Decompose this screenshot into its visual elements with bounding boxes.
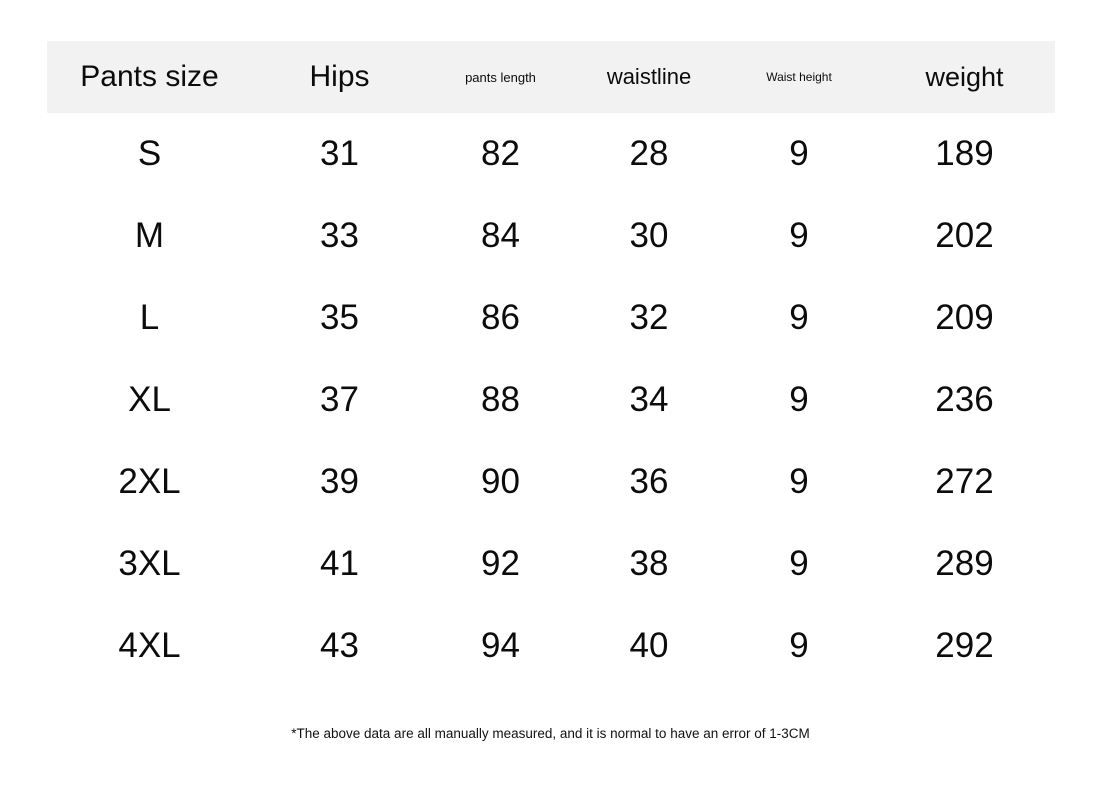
cell-waist-height: 9 [789,626,809,665]
cell-pants-length: 90 [481,462,520,501]
cell-weight: 292 [935,626,994,665]
cell-waistline: 36 [629,462,669,501]
cell-weight: 289 [935,544,994,583]
table-row [47,195,1055,277]
column-header-waist-height: Waist height [766,70,832,84]
cell-hips: 43 [320,626,359,665]
table-row [47,605,1055,687]
table-body [47,113,1055,687]
table-row [47,523,1055,605]
cell-weight: 209 [935,298,994,337]
cell-weight: 272 [935,462,994,501]
cell-size: 2XL [118,462,181,501]
cell-waistline: 28 [629,134,669,173]
cell-hips: 39 [320,462,359,501]
table-row [47,359,1055,441]
cell-size: S [137,134,162,173]
column-header-weight: weight [925,61,1004,92]
cell-waist-height: 9 [789,298,809,337]
cell-size: 4XL [118,626,181,665]
cell-pants-length: 82 [481,134,520,173]
cell-hips: 35 [320,298,359,337]
table-row [47,277,1055,359]
column-header-waistline: waistline [606,64,692,89]
column-header-hips: Hips [309,60,370,93]
column-header-pants-size: Pants size [80,60,219,93]
cell-pants-length: 86 [481,298,520,337]
cell-waist-height: 9 [789,216,809,255]
cell-hips: 37 [320,380,359,419]
cell-waistline: 30 [629,216,669,255]
cell-size: L [139,298,160,337]
cell-waistline: 34 [629,380,669,419]
size-chart-table [47,41,1055,687]
cell-weight: 236 [935,380,994,419]
cell-waist-height: 9 [789,462,809,501]
table-header-row [47,41,1055,113]
measurement-disclaimer: *The above data are all manually measured, and it is normal to have an error of 1-3CM [291,726,810,741]
table-row [47,113,1055,195]
cell-pants-length: 94 [481,626,520,665]
cell-waist-height: 9 [789,380,809,419]
cell-waist-height: 9 [789,134,809,173]
cell-weight: 189 [935,134,994,173]
cell-size: XL [128,380,171,419]
cell-pants-length: 88 [481,380,520,419]
cell-hips: 33 [320,216,359,255]
cell-pants-length: 92 [481,544,520,583]
cell-waistline: 40 [629,626,669,665]
cell-size: 3XL [118,544,181,583]
cell-waistline: 38 [629,544,669,583]
column-header-pants-length: pants length [465,69,536,85]
cell-weight: 202 [935,216,994,255]
table-header [47,41,1055,113]
cell-pants-length: 84 [481,216,520,255]
table-row [47,441,1055,523]
cell-waistline: 32 [629,298,669,337]
cell-hips: 41 [320,544,359,583]
cell-waist-height: 9 [789,544,809,583]
cell-hips: 31 [320,134,359,173]
cell-size: M [134,216,165,255]
